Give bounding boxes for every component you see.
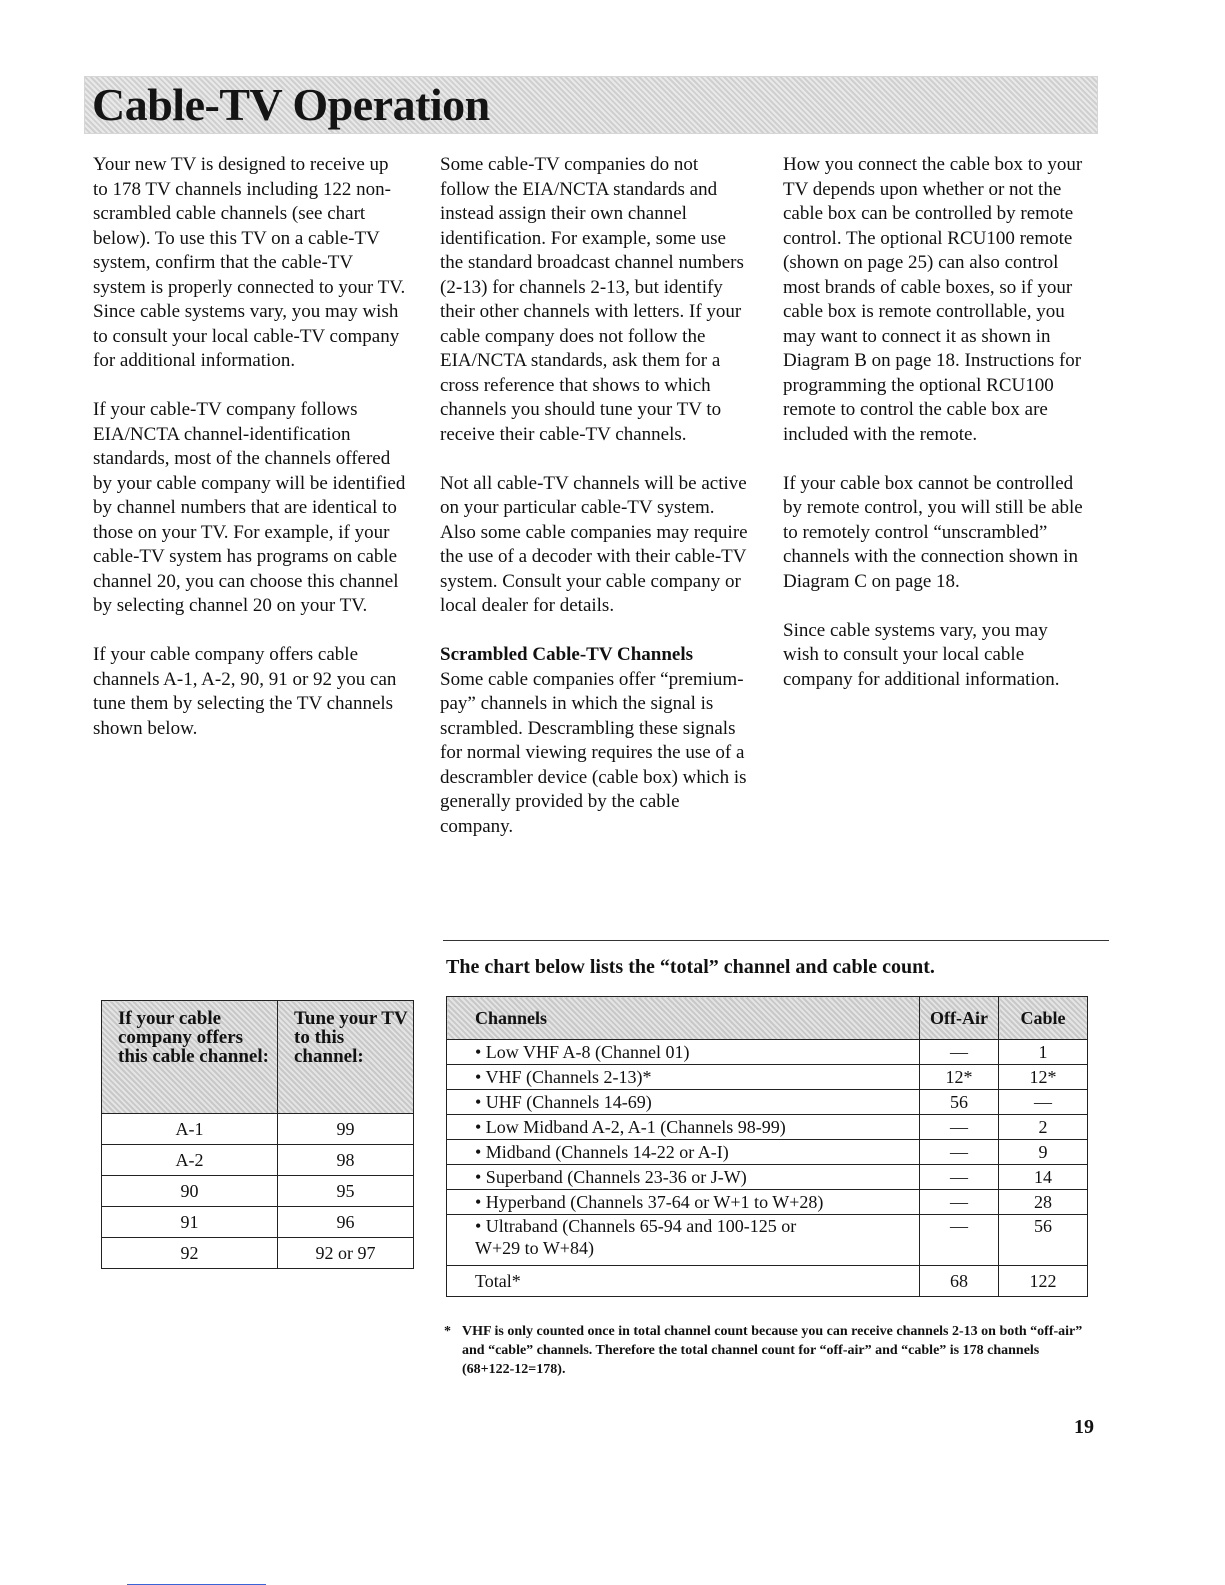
intro-paragraph: Your new TV is designed to receive up to 178 TV channels including 122 non-scrambled cable channels (see chart below). To use this TV on a cable-TV system, confirm that the cable-TV system is properly connected to your TV. Since cable systems vary, you may wish to consult your local cable-TV company for additional information.	[93, 154, 406, 371]
off-air-cell: —	[920, 1215, 999, 1266]
offers-cell: 90	[102, 1176, 278, 1207]
scrambled-paragraph: Some cable companies offer “premium-pay” channels in which the signal is scrambled. Descrambling these signals for normal viewing requires the use of a descrambler device (cable box) which is generally provided by the cable company.	[440, 668, 747, 837]
tune-cell: 95	[278, 1176, 414, 1207]
table-row	[447, 1090, 1088, 1115]
chart-caption: The chart below lists the “total” channel and cable count.	[446, 956, 935, 978]
cable-cell: 56	[999, 1215, 1088, 1266]
cable-box-paragraph: How you connect the cable box to your TV depends upon whether or not the cable box can be controlled by remote control. The optional RCU100 remote (shown on page 25) can also control most brands of cable boxes, so if your cable box is remote controllable, you may want to connect it as shown in Diagram B on page 18. Instructions for programming the optional RCU100 remote to control the cable box are included with the remote.	[783, 154, 1083, 445]
count-header-off-air: Off-Air	[920, 997, 999, 1040]
tune-cell: 98	[278, 1145, 414, 1176]
total-off-air: 68	[920, 1266, 999, 1297]
tune-table-header-tune: Tune your TV to this channel:	[278, 1001, 414, 1114]
channel-band-cell: • Low Midband A-2, A-1 (Channels 98-99)	[447, 1115, 920, 1140]
cable-cell: 9	[999, 1140, 1088, 1165]
tune-table-header-offers: If your cable company offers this cable channel:	[102, 1001, 278, 1114]
table-row	[447, 1140, 1088, 1165]
cable-cell: —	[999, 1090, 1088, 1115]
text-column-1	[93, 153, 408, 766]
tune-cell: 92 or 97	[278, 1238, 414, 1269]
cable-cell: 14	[999, 1165, 1088, 1190]
scrambled-heading: Scrambled Cable-TV Channels	[440, 644, 694, 665]
eia-paragraph: If your cable-TV company follows EIA/NCTA channel-identification standards, most of the channels offered by your cable company will be identified by channel numbers that are identical to those on your TV. For example, if your cable-TV system has programs on cable channel 20, you can choose this channel by selecting channel 20 on your TV.	[93, 399, 406, 616]
divider	[443, 940, 1109, 941]
nonstandard-paragraph: Some cable-TV companies do not follow the EIA/NCTA standards and instead assign their own channel identification. For example, some use the standard broadcast channel numbers (2-13) for channels 2-13, but identify their other channels with letters. If your cable company does not follow the EIA/NCTA standards, ask them for a cross reference that shows to which channels you should tune your TV to receive their cable-TV channels.	[440, 154, 744, 445]
special-channels-paragraph: If your cable company offers cable channels A-1, A-2, 90, 91 or 92 you can tune them by selecting the TV channels shown below.	[93, 644, 397, 739]
footnote-marker: *	[444, 1324, 451, 1339]
off-air-cell: —	[920, 1140, 999, 1165]
scrambled-section	[440, 643, 752, 839]
offers-cell: A-1	[102, 1114, 278, 1145]
table-row	[447, 1165, 1088, 1190]
table-row	[447, 1040, 1088, 1065]
section-banner	[84, 76, 1098, 134]
tune-channel-table	[101, 1000, 414, 1269]
tune-cell: 99	[278, 1114, 414, 1145]
decoder-paragraph: Not all cable-TV channels will be active on your particular cable-TV system. Also some cable companies may require the use of a decoder with their cable-TV system. Consult your cable company or local dealer for details.	[440, 472, 748, 616]
off-air-cell: —	[920, 1165, 999, 1190]
channel-count-table	[446, 996, 1088, 1297]
tune-cell: 96	[278, 1207, 414, 1238]
consult-paragraph: Since cable systems vary, you may wish to consult your local cable company for additional information.	[783, 619, 1060, 690]
count-header-cable: Cable	[999, 997, 1088, 1040]
footnote	[444, 1322, 1084, 1379]
channel-band-cell: • VHF (Channels 2-13)*	[447, 1065, 920, 1090]
footnote-text: VHF is only counted once in total channel count because you can receive channels 2-13 on both “off-air” and “cable” channels. Therefore the total channel count for “off-air” and “cable” is 178 channels (68+122-12=178).	[462, 1324, 1083, 1377]
off-air-cell: —	[920, 1040, 999, 1065]
table-row	[447, 1190, 1088, 1215]
table-row	[447, 1065, 1088, 1090]
table-row	[102, 1114, 414, 1145]
offers-cell: A-2	[102, 1145, 278, 1176]
cable-cell: 2	[999, 1115, 1088, 1140]
no-remote-paragraph: If your cable box cannot be controlled by remote control, you will still be able to remotely control “unscrambled” channels with the connection shown in Diagram C on page 18.	[783, 472, 1083, 592]
table-row	[102, 1207, 414, 1238]
text-column-3	[783, 153, 1088, 717]
table-row	[447, 1115, 1088, 1140]
cable-cell: 12*	[999, 1065, 1088, 1090]
page-number: 19	[1074, 1416, 1094, 1438]
channel-band-cell: • Midband (Channels 14-22 or A-I)	[447, 1140, 920, 1165]
table-row	[102, 1145, 414, 1176]
table-row	[447, 1215, 1088, 1266]
off-air-cell: 12*	[920, 1065, 999, 1090]
channel-band-cell: • UHF (Channels 14-69)	[447, 1090, 920, 1115]
count-header-channels: Channels	[447, 997, 920, 1040]
off-air-cell: 56	[920, 1090, 999, 1115]
total-cable: 122	[999, 1266, 1088, 1297]
cable-cell: 28	[999, 1190, 1088, 1215]
cable-cell: 1	[999, 1040, 1088, 1065]
total-row	[447, 1266, 1088, 1297]
table-row	[102, 1238, 414, 1269]
channel-band-cell: • Low VHF A-8 (Channel 01)	[447, 1040, 920, 1065]
total-label: Total*	[447, 1266, 920, 1297]
offers-cell: 92	[102, 1238, 278, 1269]
channel-band-cell: • Superband (Channels 23-36 or J-W)	[447, 1165, 920, 1190]
table-row	[102, 1176, 414, 1207]
off-air-cell: —	[920, 1190, 999, 1215]
off-air-cell: —	[920, 1115, 999, 1140]
section-title: Cable-TV Operation	[92, 79, 490, 130]
channel-band-cell: • Hyperband (Channels 37-64 or W+1 to W+28)	[447, 1190, 920, 1215]
offers-cell: 91	[102, 1207, 278, 1238]
channel-band-cell: • Ultraband (Channels 65-94 and 100-125 or W+29 to W+84)	[447, 1215, 920, 1266]
text-column-2	[440, 153, 752, 864]
